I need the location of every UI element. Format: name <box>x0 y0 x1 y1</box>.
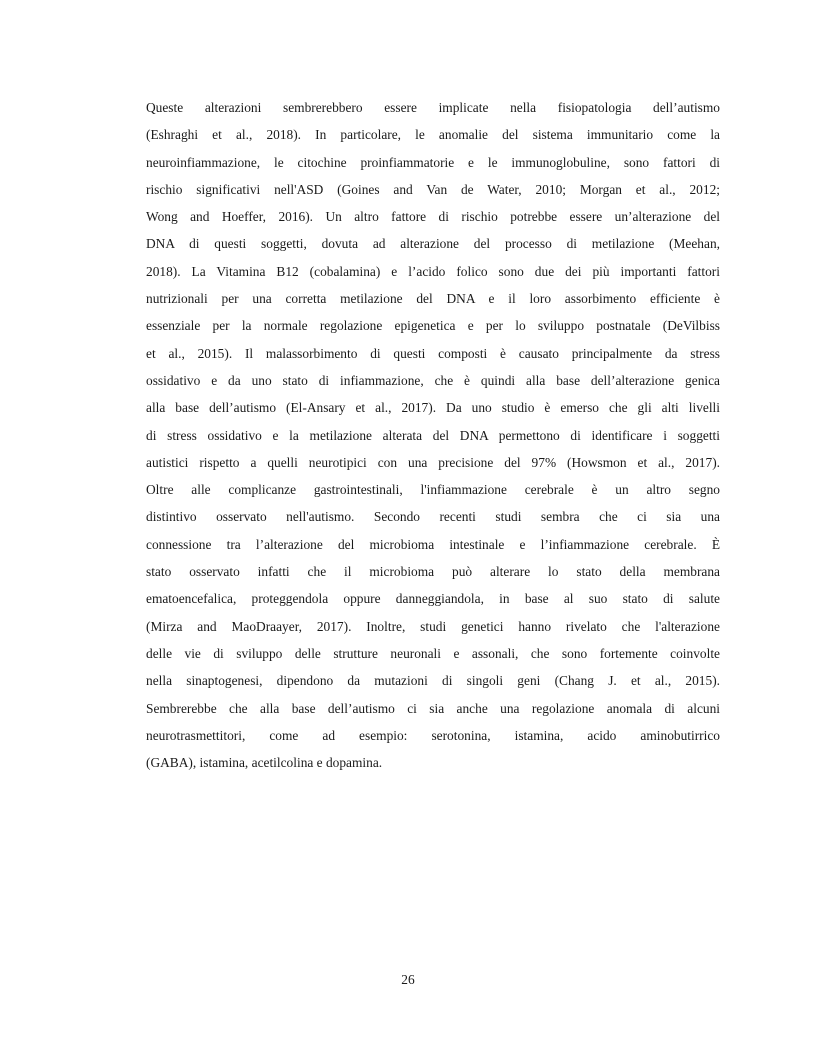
paragraph-line: Oltre alle complicanze gastrointestinali, l'infiammazione cerebrale è un altro segno <box>146 482 720 498</box>
paragraph-line: DNA di questi soggetti, dovuta ad alterazione del processo di metilazione (Meehan, <box>146 236 720 252</box>
paragraph-line: essenziale per la normale regolazione epigenetica e per lo sviluppo postnatale (DeVilbiss <box>146 318 720 334</box>
paragraph-line: neurotrasmettitori, come ad esempio: serotonina, istamina, acido aminobutirrico <box>146 727 720 743</box>
paragraph-line: alla base dell’autismo (El-Ansary et al., 2017). Da uno studio è emerso che gli alti livelli <box>146 400 720 416</box>
paragraph-line: di stress ossidativo e la metilazione alterata del DNA permettono di identificare i soggetti <box>146 427 720 443</box>
paragraph-line: 2018). La Vitamina B12 (cobalamina) e l’acido folico sono due dei più importanti fattori <box>146 263 720 279</box>
paragraph-line: et al., 2015). Il malassorbimento di questi composti è causato principalmente da stress <box>146 345 720 361</box>
paragraph-line: autistici rispetto a quelli neurotipici con una precisione del 97% (Howsmon et al., 2017). <box>146 454 720 470</box>
paragraph-line: delle vie di sviluppo delle strutture neuronali e assonali, che sono fortemente coinvolte <box>146 645 720 661</box>
paragraph-line: distintivo osservato nell'autismo. Secondo recenti studi sembra che ci sia una <box>146 509 720 525</box>
page-number: 26 <box>401 972 415 987</box>
body-paragraph <box>146 94 720 776</box>
paragraph-line: Sembrerebbe che alla base dell’autismo ci sia anche una regolazione anomala di alcuni <box>146 700 720 716</box>
paragraph-line: ematoencefalica, proteggendola oppure danneggiandola, in base al suo stato di salute <box>146 591 720 607</box>
paragraph-line: stato osservato infatti che il microbioma può alterare lo stato della membrana <box>146 564 720 580</box>
paragraph-line: (Eshraghi et al., 2018). In particolare, le anomalie del sistema immunitario come la <box>146 127 720 143</box>
paragraph-line: connessione tra l’alterazione del microbioma intestinale e l’infiammazione cerebrale. È <box>146 536 720 552</box>
paragraph-line: (GABA), istamina, acetilcolina e dopamina. <box>146 755 383 771</box>
paragraph-line: Wong and Hoeffer, 2016). Un altro fattore di rischio potrebbe essere un’alterazione del <box>146 209 720 225</box>
paragraph-line: (Mirza and MaoDraayer, 2017). Inoltre, studi genetici hanno rivelato che l'alterazione <box>146 618 720 634</box>
paragraph-line: ossidativo e da uno stato di infiammazione, che è quindi alla base dell’alterazione genica <box>146 372 720 388</box>
paragraph-line: nella sinaptogenesi, dipendono da mutazioni di singoli geni (Chang J. et al., 2015). <box>146 673 720 689</box>
paragraph-line: rischio significativi nell'ASD (Goines and Van de Water, 2010; Morgan et al., 2012; <box>146 181 720 197</box>
paragraph-line: Queste alterazioni sembrerebbero essere implicate nella fisiopatologia dell’autismo <box>146 100 720 115</box>
paragraph-line: nutrizionali per una corretta metilazione del DNA e il loro assorbimento efficiente è <box>146 291 720 307</box>
paragraph-line: neuroinfiammazione, le citochine proinfiammatorie e le immunoglobuline, sono fattori di <box>146 154 720 170</box>
